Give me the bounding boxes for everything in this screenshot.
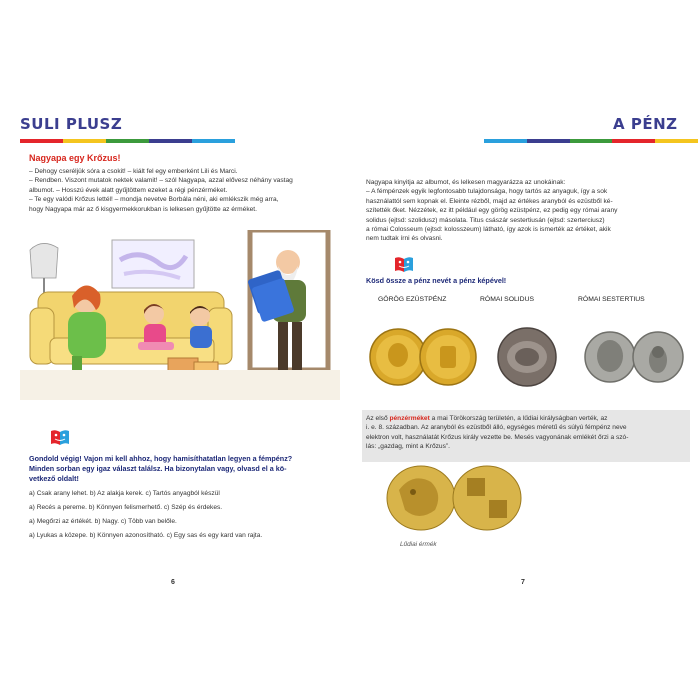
- intro-line: – A fémpénzek egyik legfontosabb tulajdonsága, hogy tartós az anyaguk, így a sok: [366, 188, 608, 196]
- quiz-question: [29, 454, 329, 484]
- story-text: [29, 167, 319, 214]
- story-line: – Rendben. Viszont mutatok nektek valamit! – szól Nagyapa, azzal elővesz néhány vastag: [29, 177, 293, 185]
- story-line: – Dehogy cseréljük sóra a csokit! – kiált fel egy emberként Lili és Marci.: [29, 168, 238, 175]
- intro-line: solidus (ejtsd: szolidusz) másolata. Titus császár sestertiusán (ejtsd: szerterciusz): [366, 216, 605, 224]
- intro-text: [366, 178, 676, 244]
- header-right-title: A PÉNZ: [613, 115, 678, 133]
- story-line: hogy Nagyapa már az ő kisgyermekkorukban is lelkesen gyűjtötte az érméket.: [29, 205, 257, 213]
- intro-line: szítették őket. Nézzétek, ez itt például egy görög ezüstpénz, ez pedig egy római arany: [366, 207, 618, 215]
- intro-line: nem tudtak írni és olvasni.: [366, 235, 443, 243]
- header-left-stripe: [20, 139, 235, 143]
- quiz-option-row[interactable]: a) Recés a pereme. b) Könnyen felismerhető. c) Szép és érdekes.: [29, 504, 223, 511]
- family-illustration: [20, 230, 340, 400]
- page-number-right: 7: [521, 579, 525, 586]
- gold-solidus-coins[interactable]: [368, 322, 478, 392]
- coin-label-solidus[interactable]: RÓMAI SOLIDUS: [480, 296, 535, 303]
- intro-line: a római Colosseum (ejtsd: kolosszeum) látható, így azok is ismerték az értéket, akik: [366, 226, 611, 234]
- boy: [190, 306, 212, 348]
- info-text: [366, 414, 688, 452]
- book-icon: [394, 255, 414, 273]
- intro-line: használattól sem kopnak el. Eleinte rézből, majd az értékes aranyból és ezüstből ké-: [366, 197, 613, 205]
- info-line: elektron volt, használatát Krőzus király vezette be. Mesés vagyonának emlékét őrzi a szó-: [366, 433, 629, 441]
- story-title: Nagyapa egy Krőzus!: [29, 153, 121, 163]
- info-line: Az első pénzérméket a mai Törökország területén, a lűdiai királyságban verték, az: [366, 415, 608, 422]
- book-icon: [50, 428, 70, 446]
- match-instruction: Kösd össze a pénz nevét a pénz képével!: [366, 276, 507, 285]
- lydian-coins-photo: [383, 460, 527, 536]
- greek-silver-coins[interactable]: [584, 324, 684, 390]
- photo-caption: Lűdiai érmék: [400, 541, 437, 548]
- story-line: albumot. – Hosszú évek alatt gyűjtöttem ezeket a régi pénzérméket.: [29, 186, 228, 194]
- coin-label-greek[interactable]: GÖRÖG EZÜSTPÉNZ: [378, 296, 447, 303]
- quiz-option-row[interactable]: a) Lyukas a közepe. b) Könnyen azonosítható. c) Egy sas és egy kard van rajta.: [29, 532, 263, 539]
- quiz-line: Gondold végig! Vajon mi kell ahhoz, hogy hamisíthatatlan legyen a fémpénz?: [29, 454, 293, 463]
- story-line: – Te egy valódi Krőzus lettél! – mondja nevetve Borbála néni, aki emlékszik még arra,: [29, 196, 279, 204]
- info-line: i. e. 8. században. Az aranyból és ezüstből álló, egységes méretű és súlyú fémpénz neve: [366, 424, 627, 432]
- quiz-option-row[interactable]: a) Csak arany lehet. b) Az alakja kerek. c) Tartós anyagból készül: [29, 490, 220, 497]
- coin-label-sestertius[interactable]: RÓMAI SESTERTIUS: [578, 296, 645, 303]
- intro-line: Nagyapa kinyitja az albumot, és lelkesen magyarázza az unokáinak:: [366, 179, 566, 186]
- colosseum-coin[interactable]: [494, 326, 560, 388]
- quiz-line: Minden sorban egy igaz választ találsz. Ha bizonytalan vagy, olvasd el a kö-: [29, 464, 287, 473]
- header-left-title: SULI PLUSZ: [20, 115, 123, 133]
- info-line: lás: „gazdag, mint a Krőzus”.: [366, 443, 450, 451]
- page-number-left: 6: [171, 579, 175, 586]
- quiz-line: vetkező oldalt!: [29, 474, 79, 483]
- header-right-stripe: [484, 139, 698, 143]
- quiz-option-row[interactable]: a) Megőrzi az értékét. b) Nagy. c) Több van belőle.: [29, 518, 177, 525]
